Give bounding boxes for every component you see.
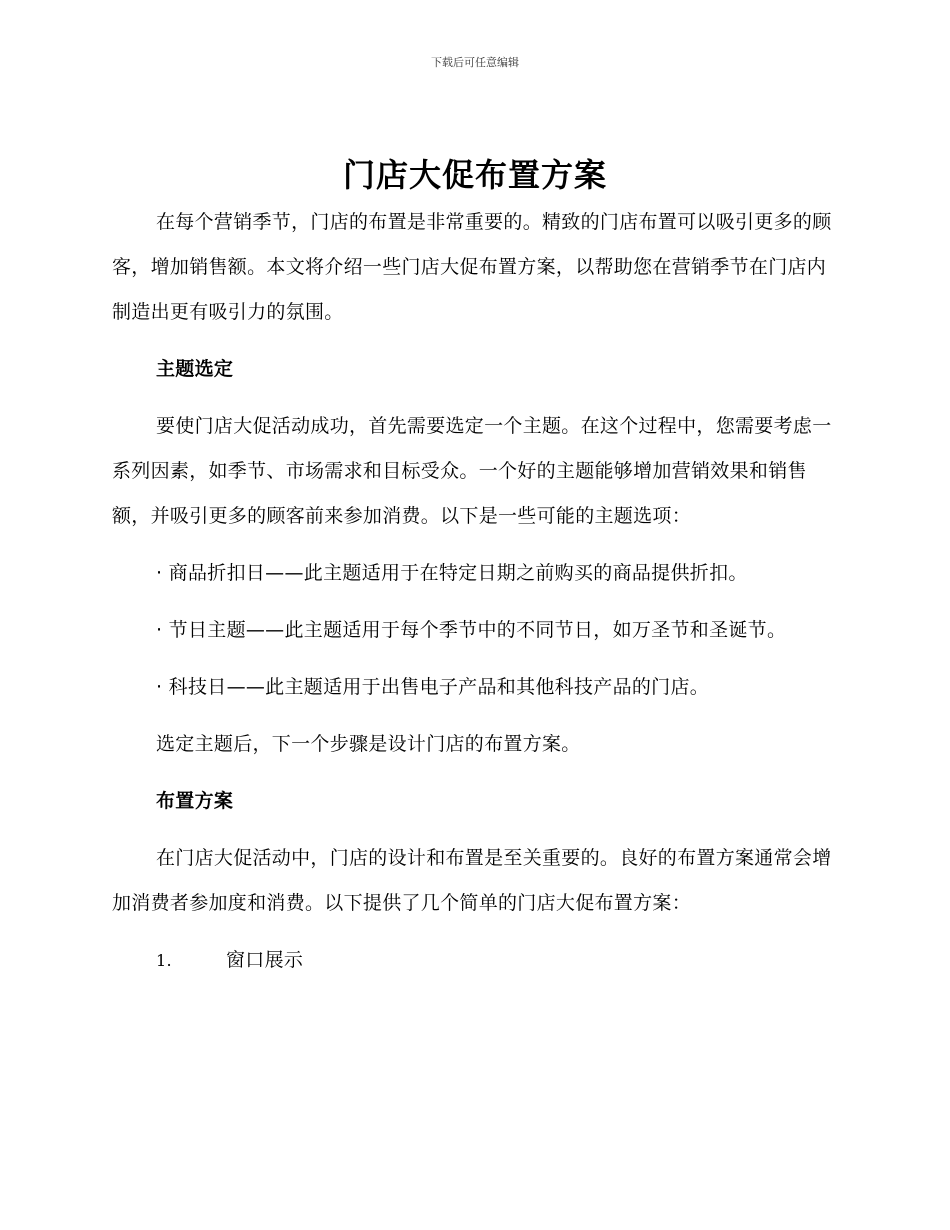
bullet-item: · 商品折扣日——此主题适用于在特定日期之前购买的商品提供折扣。 (156, 562, 748, 584)
page-title: 门店大促布置方案 (342, 156, 607, 194)
list-item-label: 窗口展示 (226, 949, 304, 971)
list-number: 1. (156, 951, 172, 970)
section-heading-theme: 主题选定 (156, 358, 234, 380)
theme-closing-paragraph: 选定主题后，下一个步骤是设计门店的布置方案。 (156, 733, 581, 755)
intro-paragraph: 在每个营销季节，门店的布置是非常重要的。精致的门店布置可以吸引更多的顾客，增加销售额。本文将介绍一些门店大促布置方案，以帮助您在营销季节在门店内制造出更有吸引力的氛围。 (112, 211, 832, 323)
layout-paragraph: 在门店大促活动中，门店的设计和布置是至关重要的。良好的布置方案通常会增加消费者参加度和消费。以下提供了几个简单的门店大促布置方案： (112, 847, 832, 914)
numbered-list-item (112, 938, 832, 983)
header-note: 下载后可任意编辑 (431, 56, 519, 69)
section-heading-layout: 布置方案 (156, 790, 234, 812)
theme-paragraph: 要使门店大促活动成功，首先需要选定一个主题。在这个过程中，您需要考虑一系列因素，如季节、市场需求和目标受众。一个好的主题能够增加营销效果和销售额，并吸引更多的顾客前来参加消费。以下是一些可能的主题选项： (112, 415, 832, 527)
bullet-item: · 科技日——此主题适用于出售电子产品和其他科技产品的门店。 (156, 676, 710, 698)
bullet-item: · 节日主题——此主题适用于每个季节中的不同节日，如万圣节和圣诞节。 (156, 619, 787, 641)
document-body (112, 200, 832, 983)
